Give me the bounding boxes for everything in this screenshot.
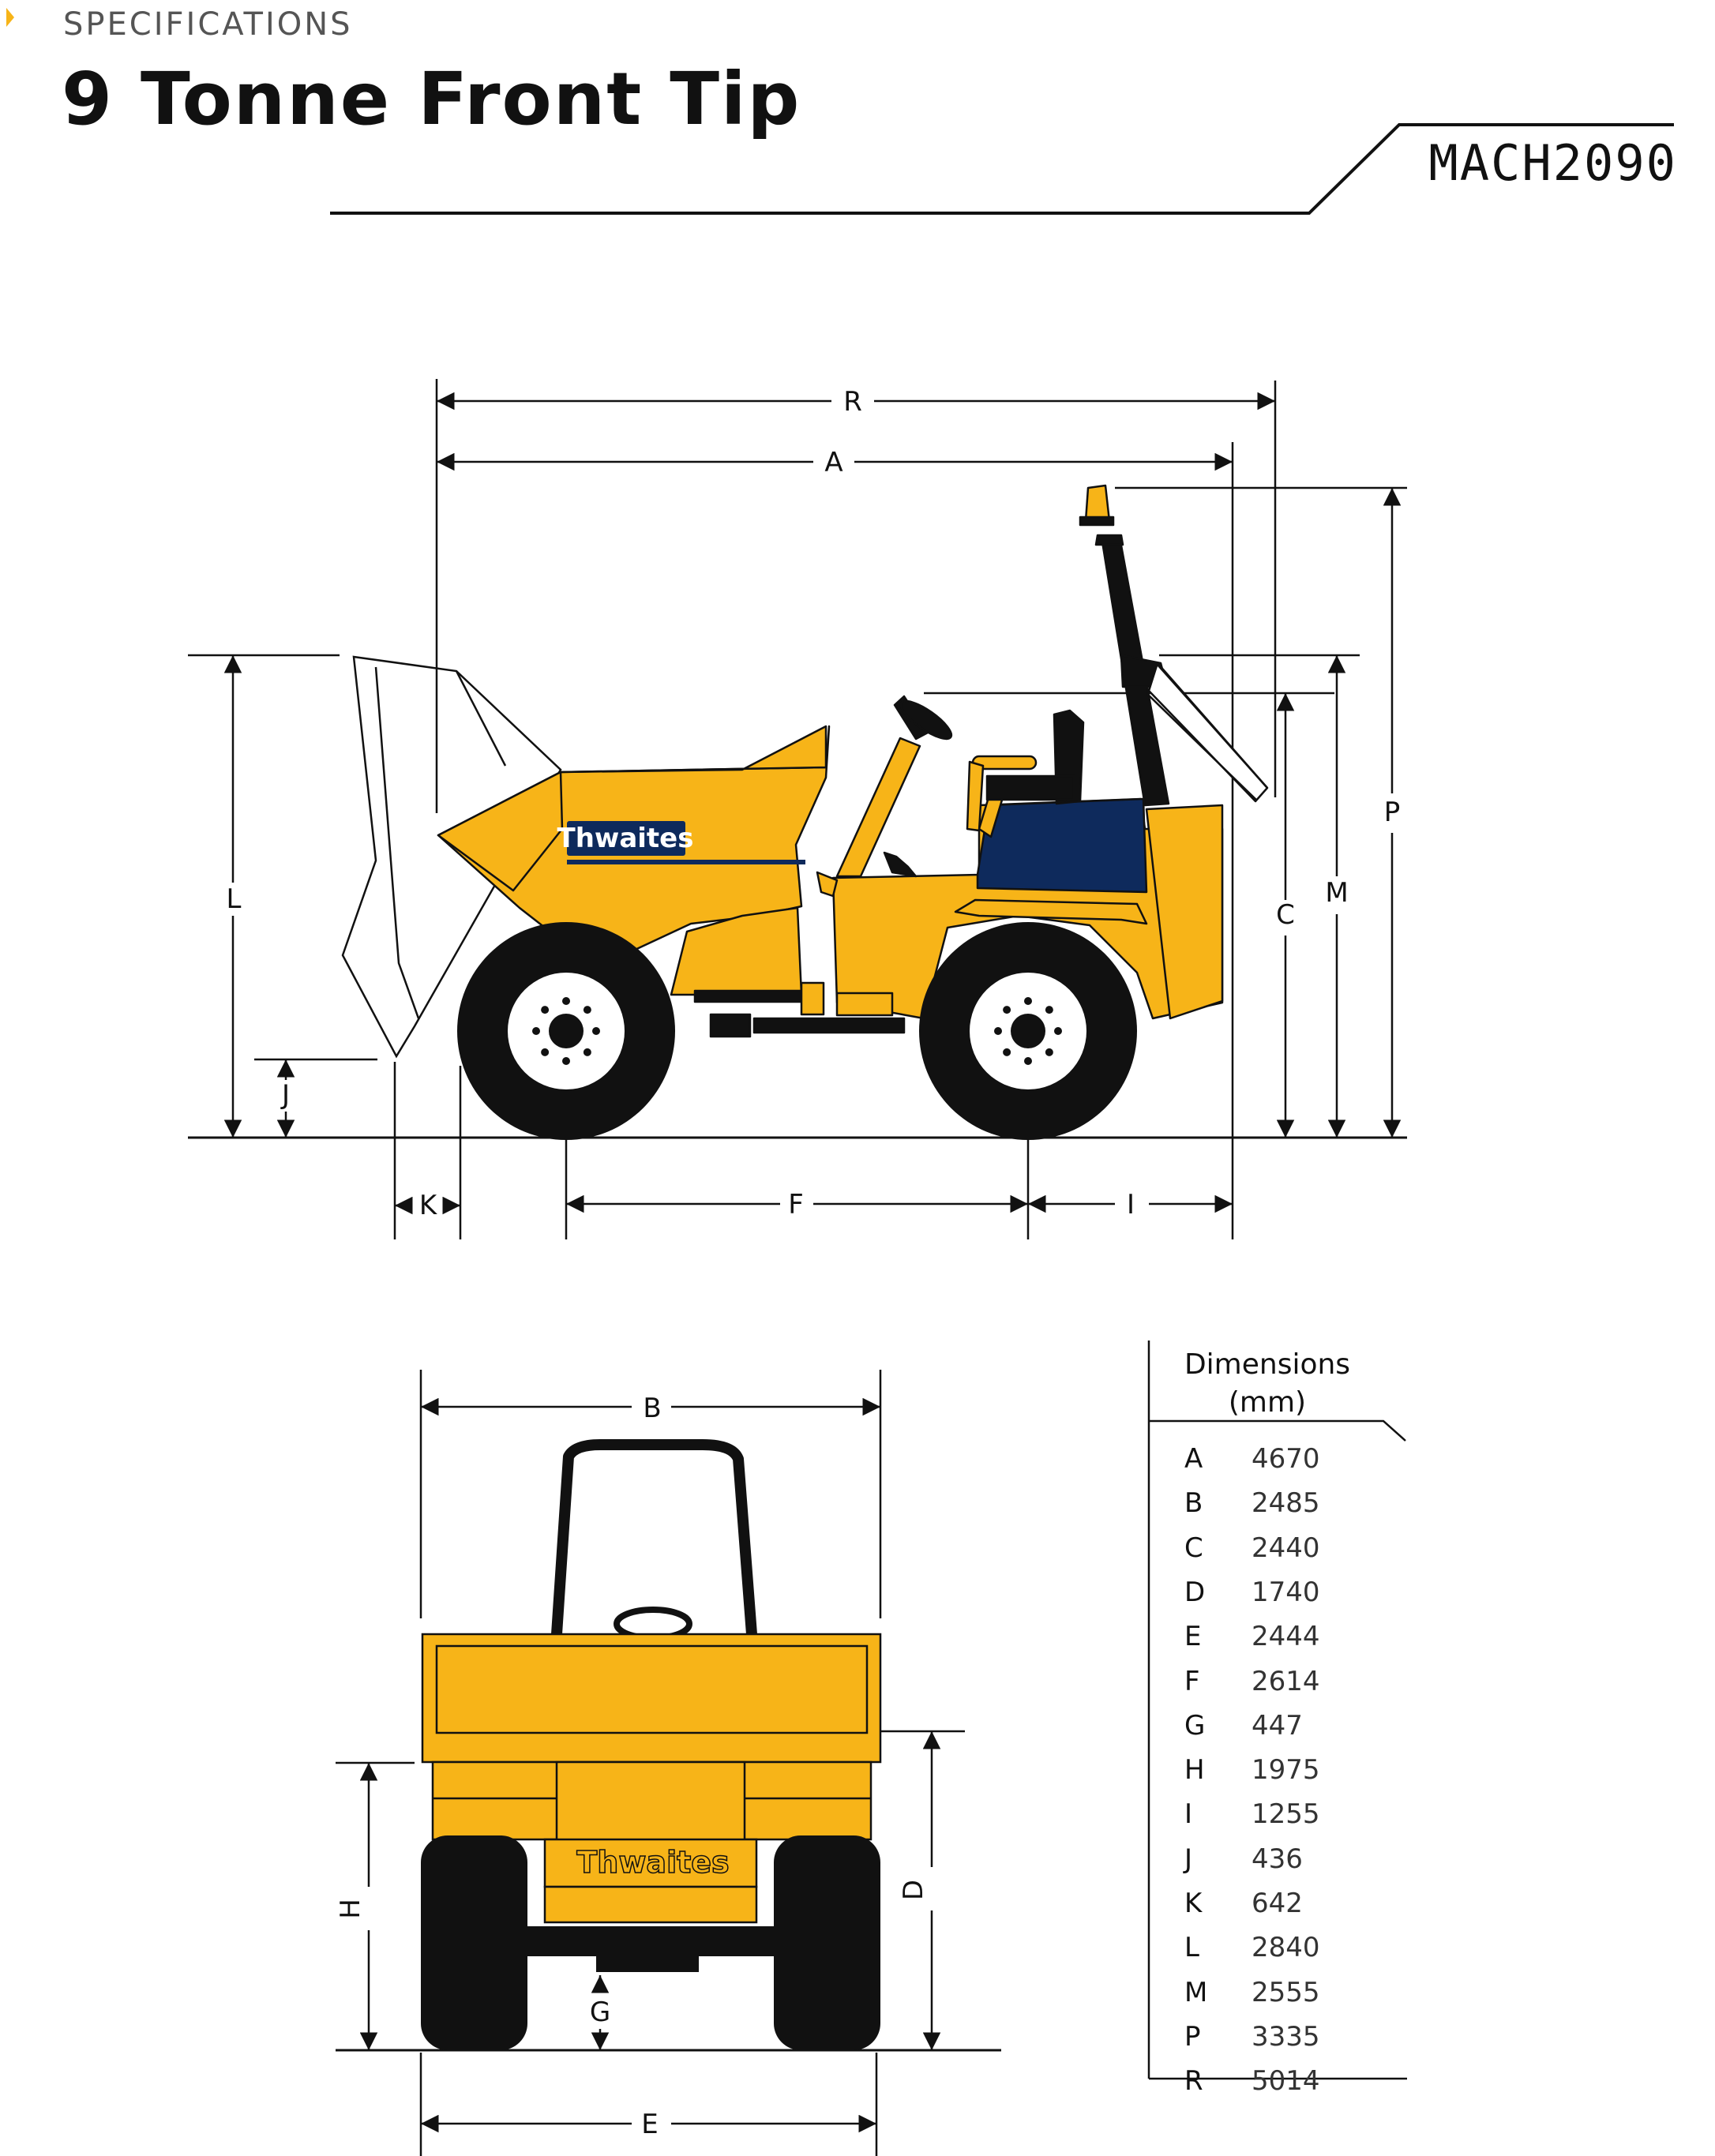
dim-label-r: R <box>843 386 862 418</box>
dimension-value: 2555 <box>1252 1976 1320 2008</box>
dimension-key: I <box>1184 1798 1193 1831</box>
dim-label-g: G <box>589 1997 611 2028</box>
dim-label-h: H <box>335 1899 366 1919</box>
dimension-key: G <box>1184 1709 1206 1742</box>
dimension-row <box>1184 1792 1320 1836</box>
dim-label-e: E <box>641 2109 659 2140</box>
dimension-value: 2840 <box>1252 1932 1320 1964</box>
dimension-value: 2485 <box>1252 1487 1320 1520</box>
dim-label-b: B <box>643 1393 662 1424</box>
dimension-key: H <box>1184 1754 1205 1787</box>
dim-label-m: M <box>1325 877 1349 909</box>
rear-logo: Thwaites <box>576 1845 730 1880</box>
page-title: 9 Tonne Front Tip <box>62 57 801 141</box>
dim-label-d: D <box>898 1879 929 1901</box>
dimension-row <box>1184 1614 1320 1659</box>
dimension-value: 2440 <box>1252 1532 1320 1564</box>
dimension-row <box>1184 1970 1320 2015</box>
dimension-row <box>1184 1704 1303 1748</box>
dimension-key: C <box>1184 1532 1203 1564</box>
dimension-value: 1975 <box>1252 1754 1320 1787</box>
dimension-key: R <box>1184 2065 1203 2098</box>
dimension-value: 436 <box>1252 1843 1303 1875</box>
dimension-key: M <box>1184 1976 1208 2008</box>
dimension-row <box>1184 1570 1320 1614</box>
dimension-row <box>1184 2059 1320 2103</box>
dimensions-heading <box>1149 1346 1386 1422</box>
dimension-key: B <box>1184 1487 1203 1520</box>
dimension-key: D <box>1184 1576 1206 1608</box>
dimension-row <box>1184 1837 1303 1881</box>
dimension-key: A <box>1184 1443 1203 1475</box>
dimension-value: 2444 <box>1252 1621 1320 1653</box>
dimension-value: 1740 <box>1252 1576 1320 1608</box>
dimension-row <box>1184 1481 1320 1525</box>
model-name: MACH2090 <box>1428 134 1677 192</box>
dimension-value: 4670 <box>1252 1443 1320 1475</box>
dimension-key: E <box>1184 1621 1202 1653</box>
dimension-row <box>1184 1437 1320 1481</box>
dimension-value: 2614 <box>1252 1665 1320 1697</box>
dimension-key: F <box>1184 1665 1200 1697</box>
dimension-key: P <box>1184 2020 1201 2053</box>
dimensions-heading-title: Dimensions <box>1184 1348 1351 1381</box>
dimension-row <box>1184 1526 1320 1570</box>
dimension-key: J <box>1184 1843 1193 1875</box>
dim-label-p: P <box>1383 797 1401 828</box>
dimension-row <box>1184 1881 1303 1925</box>
dimension-row <box>1184 1748 1320 1792</box>
dim-label-j: J <box>281 1079 291 1111</box>
dim-label-i: I <box>1126 1189 1135 1220</box>
dimension-value: 642 <box>1252 1888 1303 1919</box>
dim-label-l: L <box>226 883 242 915</box>
dimension-row <box>1184 2015 1320 2059</box>
dim-label-f: F <box>788 1189 804 1220</box>
dimension-value: 1255 <box>1252 1798 1320 1831</box>
dim-label-c: C <box>1276 899 1295 931</box>
dimension-row <box>1184 1659 1320 1704</box>
dim-label-a: A <box>824 447 843 478</box>
dimension-key: K <box>1184 1888 1203 1919</box>
dim-label-k: K <box>418 1190 437 1221</box>
dimensions-heading-unit: (mm) <box>1228 1386 1307 1419</box>
skip-logo: Thwaites <box>557 823 694 854</box>
section-kicker: SPECIFICATIONS <box>63 6 353 43</box>
dimension-value: 3335 <box>1252 2020 1320 2053</box>
dimension-key: L <box>1184 1932 1199 1964</box>
dimension-value: 5014 <box>1252 2065 1320 2098</box>
dimension-row <box>1184 1925 1320 1970</box>
dimension-value: 447 <box>1252 1709 1303 1742</box>
